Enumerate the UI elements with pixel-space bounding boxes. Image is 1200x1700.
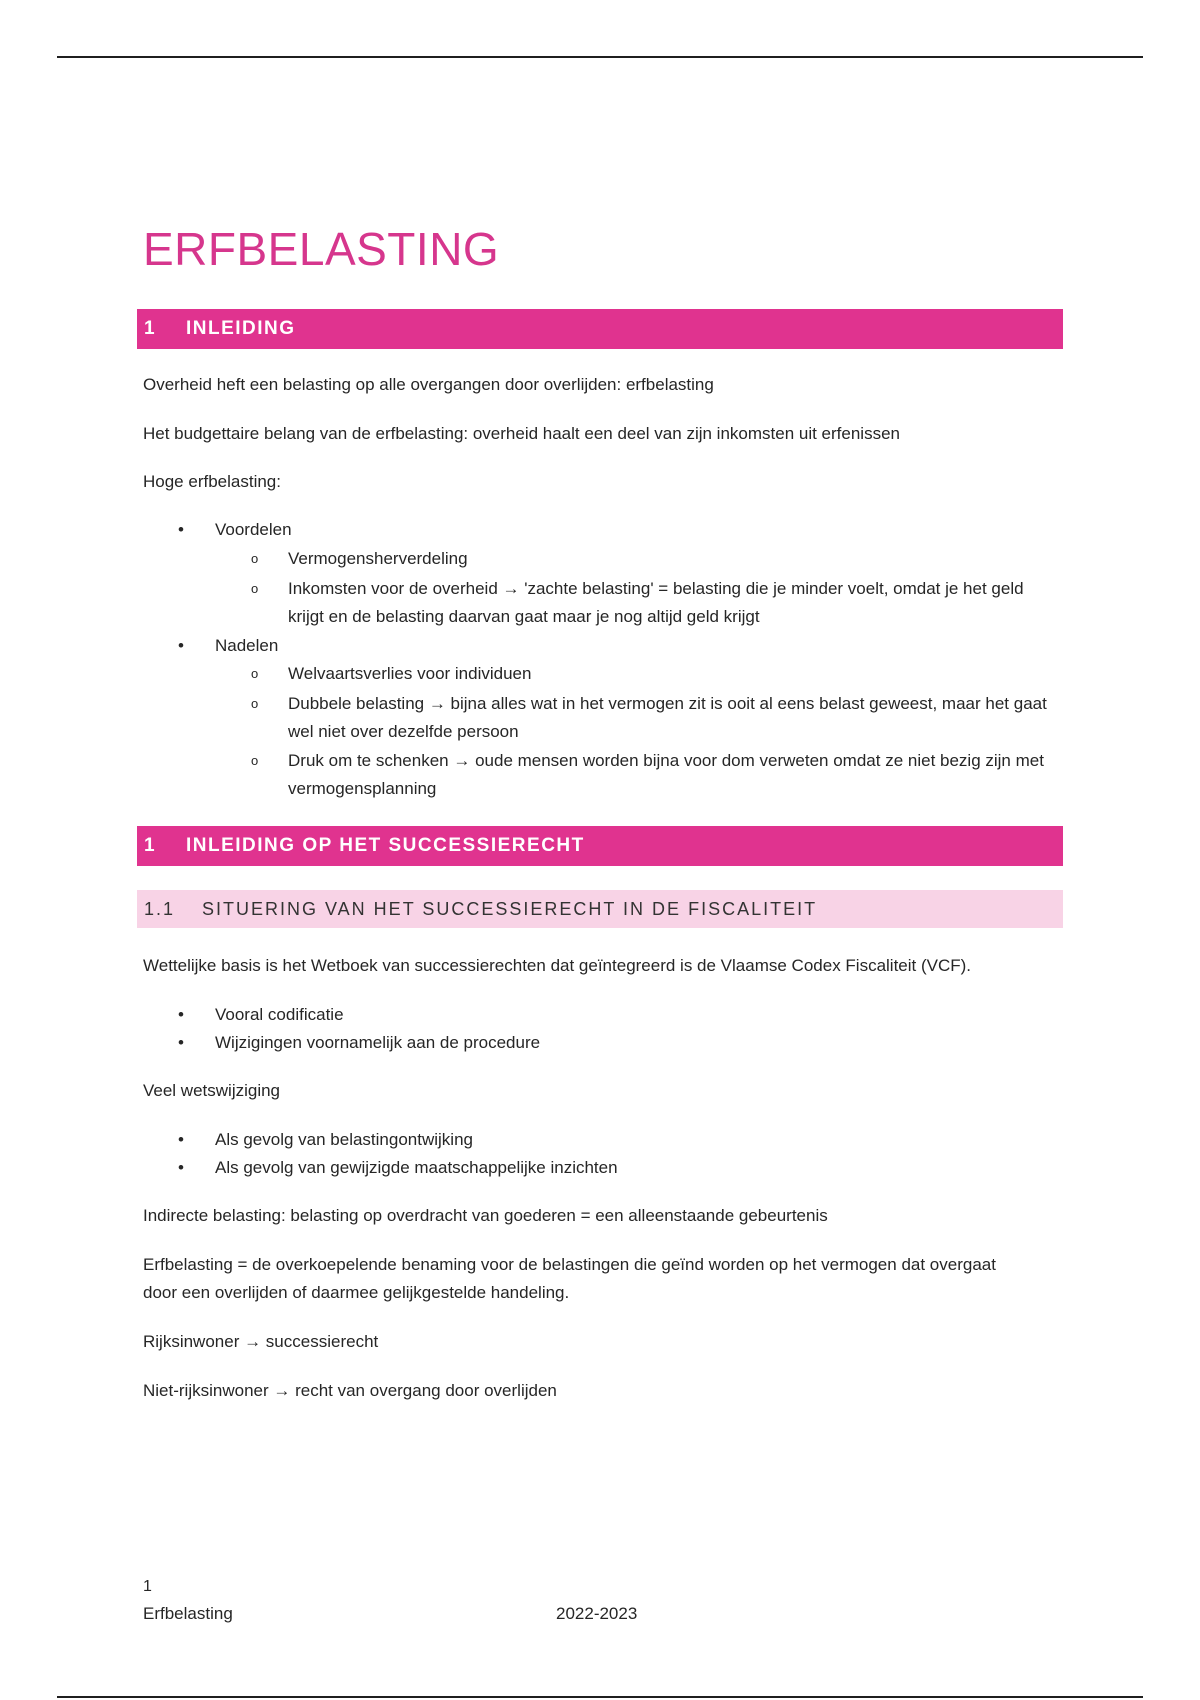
page-number: 1 (143, 1578, 152, 1595)
list-item-text: Als gevolg van gewijzigde maatschappelijke inzichten (215, 1158, 618, 1177)
footer-document-title: Erfbelasting (143, 1604, 233, 1623)
section-heading-successierecht (137, 826, 1063, 866)
sub-bullet-icon: o (251, 696, 259, 711)
bullet-icon: • (178, 1158, 184, 1177)
paragraph: Overheid heft een belasting op alle overgangen door overlijden: erfbelasting (143, 375, 714, 394)
section-number: 1 (144, 318, 157, 339)
paragraph: Wettelijke basis is het Wetboek van successierechten dat geïntegreerd is de Vlaamse Codex Fiscaliteit (VCF). (143, 956, 972, 975)
sub-bullet-icon: o (251, 753, 259, 768)
sub-list-item-text: Welvaartsverlies voor individuen (288, 664, 532, 683)
subsection-heading (137, 890, 1063, 928)
sub-bullet-icon: o (251, 551, 259, 566)
header-rule (57, 56, 1143, 58)
paragraph: Indirecte belasting: belasting op overdracht van goederen = een alleenstaande gebeurtenis (143, 1206, 828, 1225)
bullet-icon: • (178, 1130, 184, 1149)
bullet-icon: • (178, 520, 184, 539)
document-title: ERFBELASTING (143, 223, 500, 275)
paragraph: Erfbelasting = de overkoepelende benaming voor de belastingen die geïnd worden op het vermogen dat overgaat door een overlijden of daarmee gelijkgestelde handeling. (143, 1255, 996, 1302)
footer-year: 2022-2023 (556, 1604, 638, 1623)
sub-list-item-text: Druk om te schenken → oude mensen worden bijna voor dom verweten omdat ze niet bezig zijn met vermogensplanning (288, 751, 1044, 798)
subsection-number: 1.1 (144, 898, 176, 919)
paragraph: Niet-rijksinwoner → recht van overgang door overlijden (143, 1381, 557, 1400)
sub-list-item-text: Inkomsten voor de overheid → 'zachte belasting' = belasting die je minder voelt, omdat je het geld krijgt en de belasting daarvan gaat maar je nog altijd geld krijgt (288, 579, 1024, 626)
sub-list-item-text: Dubbele belasting → bijna alles wat in het vermogen zit is ooit al eens belast geweest, maar het gaat wel niet over dezelfde persoon (288, 694, 1047, 741)
list-item-text: Nadelen (215, 636, 279, 655)
paragraph: Veel wetswijziging (143, 1081, 281, 1100)
list-item-text: Voordelen (215, 520, 292, 539)
footer-rule (57, 1696, 1143, 1698)
paragraph: Hoge erfbelasting: (143, 472, 281, 491)
section-heading-inleiding (137, 309, 1063, 349)
paragraph: Het budgettaire belang van de erfbelasting: overheid haalt een deel van zijn inkomsten uit erfenissen (143, 424, 900, 443)
paragraph: Rijksinwoner → successierecht (143, 1332, 379, 1351)
bullet-icon: • (178, 1033, 184, 1052)
section-title: INLEIDING (186, 318, 296, 339)
sub-bullet-icon: o (251, 581, 259, 596)
bullet-icon: • (178, 1005, 184, 1024)
bullet-icon: • (178, 636, 184, 655)
section-title: INLEIDING OP HET SUCCESSIERECHT (186, 835, 585, 856)
list-item-text: Wijzigingen voornamelijk aan de procedure (215, 1033, 541, 1052)
sub-list-item-text: Vermogensherverdeling (288, 549, 468, 568)
list-item-text: Als gevolg van belastingontwijking (215, 1130, 473, 1149)
subsection-title: SITUERING VAN HET SUCCESSIERECHT IN DE FISCALITEIT (202, 898, 818, 919)
section-number: 1 (144, 835, 157, 856)
list-item-text: Vooral codificatie (215, 1005, 344, 1024)
sub-bullet-icon: o (251, 666, 259, 681)
